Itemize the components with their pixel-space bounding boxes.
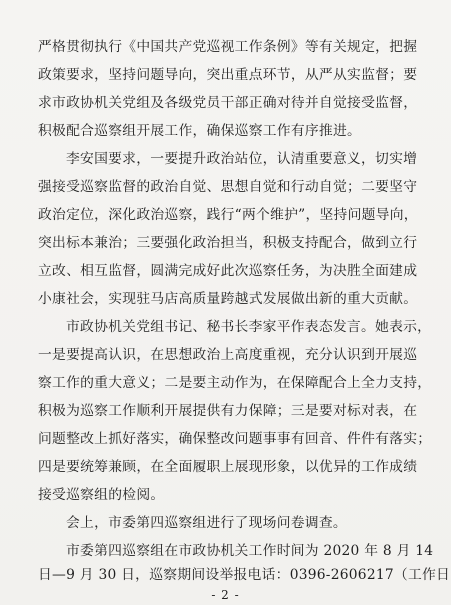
- text-line: 严格贯彻执行《中国共产党巡视工作条例》等有关规定，把握: [38, 39, 418, 55]
- text-line: 强接受巡察监督的政治自觉、思想自觉和行动自觉；二要坚守: [38, 179, 418, 195]
- text-line: 政策要求，坚持问题导向，突出重点环节，从严从实监督；要: [38, 67, 418, 83]
- text-line: 接受巡察组的检阅。: [38, 487, 165, 503]
- text-line: 四是要统筹兼顾，在全面履职上展现形象，以优异的工作成绩: [38, 459, 418, 475]
- text-line: 政治定位，深化政治巡察，践行“两个维护”，坚持问题导向，: [38, 207, 418, 223]
- text-line: 立改、相互监督，圆满完成好此次巡察任务，为决胜全面建成: [38, 263, 418, 279]
- text-line: 积极配合巡察组开展工作，确保巡察工作有序推进。: [38, 123, 362, 139]
- paragraph-start-line: 市委第四巡察组在市政协机关工作时间为 2020 年 8 月 14: [66, 543, 434, 559]
- text-line: 察工作的重大意义；二是要主动作为，在保障配合上全力支持，: [38, 375, 432, 391]
- text-line: 积极为巡察工作顺利开展提供有力保障；三是要对标对表，在: [38, 403, 418, 419]
- text-line: 问题整改上抓好落实，确保整改问题事事有回音、件件有落实；: [38, 431, 432, 447]
- paragraph-start-line: 会上，市委第四巡察组进行了现场问卷调查。: [66, 515, 347, 531]
- paragraph-start-line: 李安国要求，一要提升政治站位，认清重要意义，切实增: [66, 151, 418, 167]
- page-number: - 2 -: [211, 588, 240, 602]
- text-line: 一是要提高认识，在思想政治上高度重视，充分认识到开展巡: [38, 347, 418, 363]
- text-line: 突出标本兼治；三要强化政治担当，积极支持配合，做到立行: [38, 235, 418, 251]
- text-line: 小康社会，实现驻马店高质量跨越式发展做出新的重大贡献。: [38, 291, 418, 307]
- text-line: 求市政协机关党组及各级党员干部正确对待并自觉接受监督，: [38, 95, 418, 111]
- paragraph-start-line: 市政协机关党组书记、秘书长李家平作表态发言。她表示，: [66, 319, 432, 335]
- text-line: 日—9 月 30 日，巡察期间设举报电话：0396-2606217（工作日: [38, 567, 451, 583]
